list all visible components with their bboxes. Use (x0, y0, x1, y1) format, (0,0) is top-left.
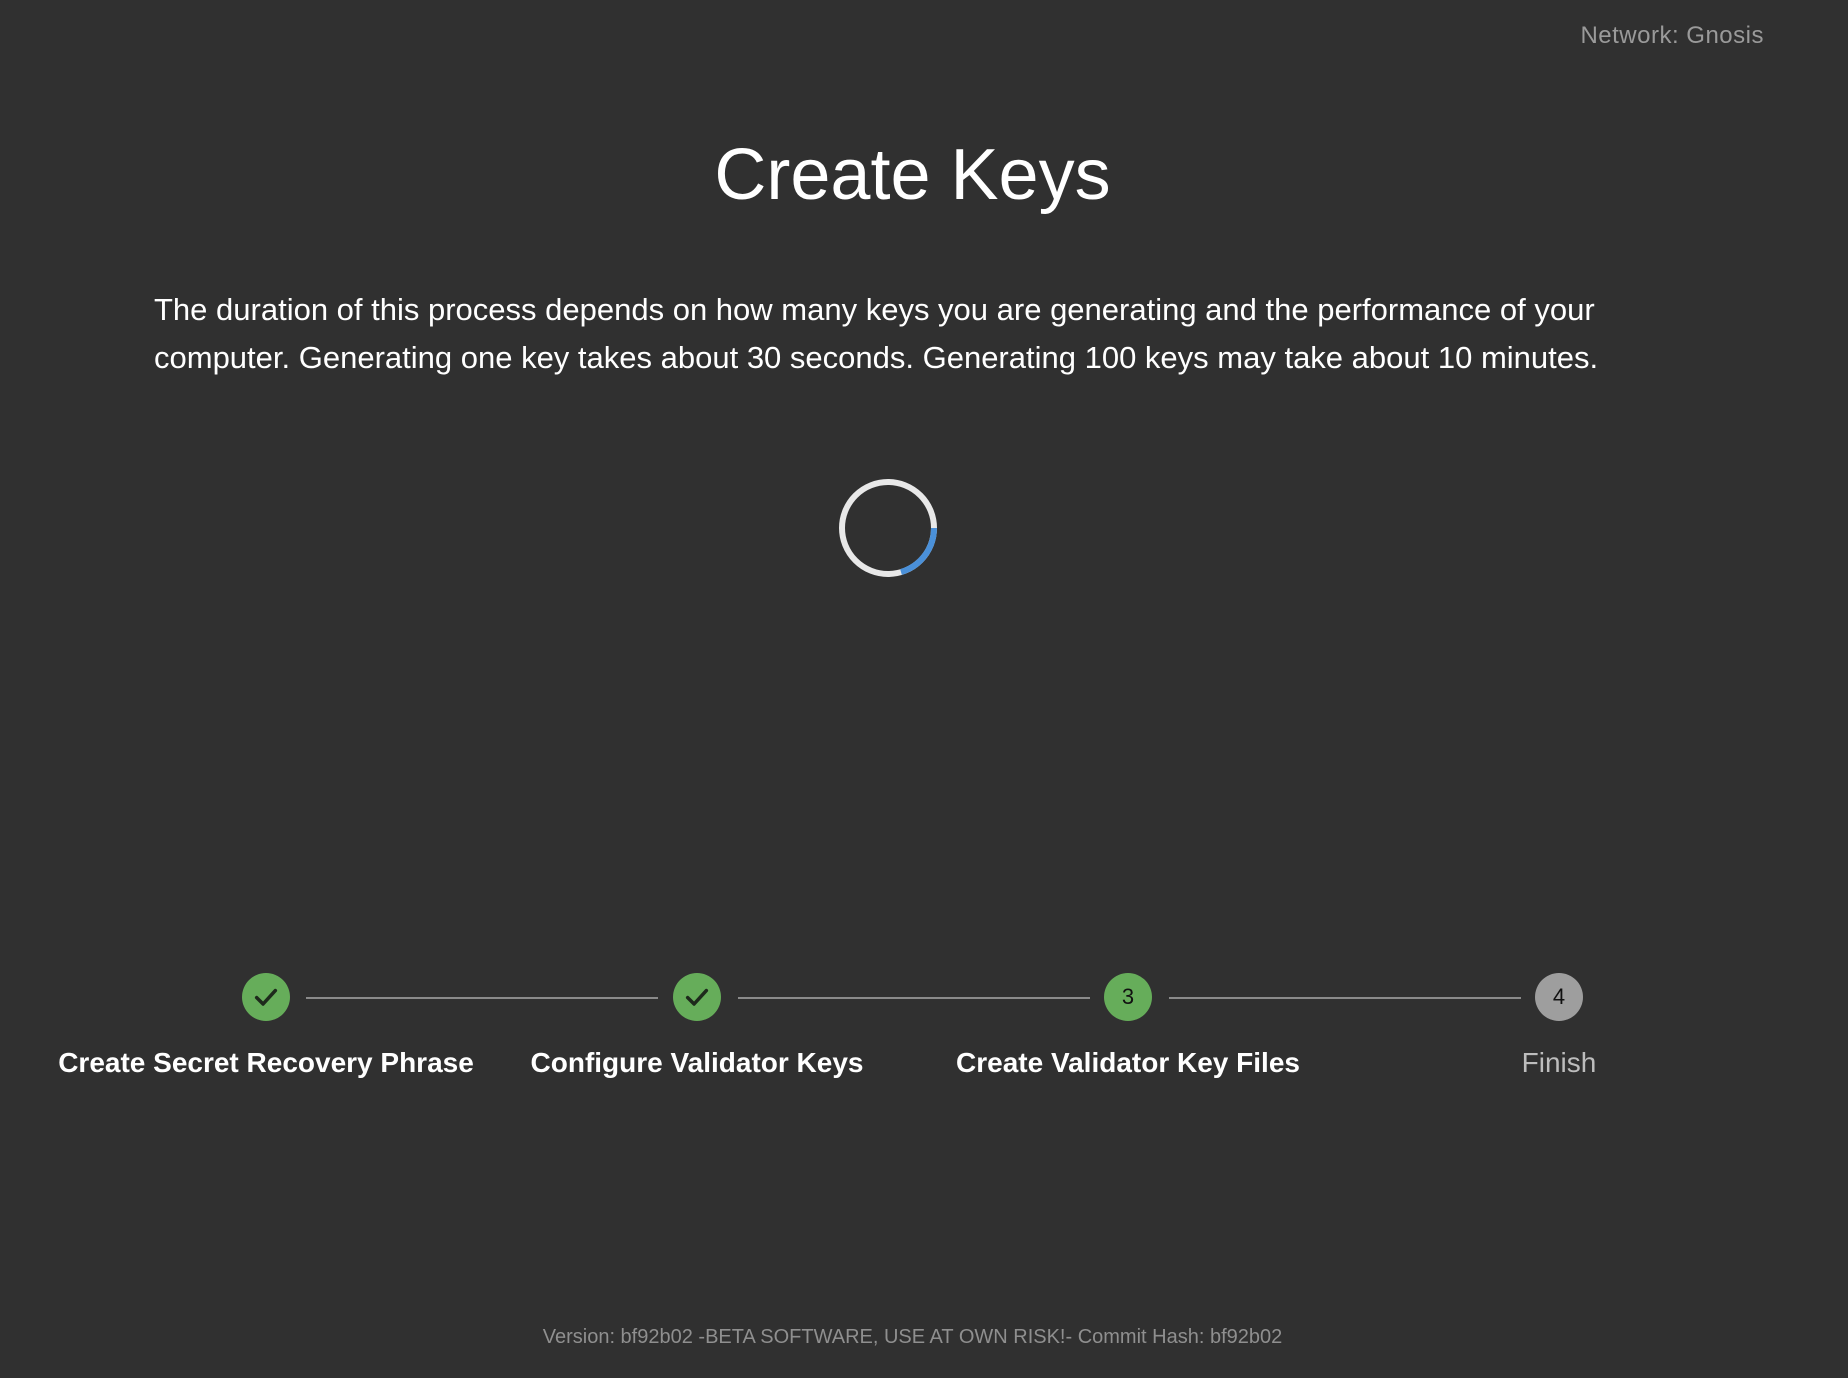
step-number-badge: 3 (1104, 973, 1152, 1021)
step-create-validator-key-files (898, 973, 1358, 1079)
step-completed-badge (673, 973, 721, 1021)
step-finish (1329, 973, 1789, 1079)
process-description: The duration of this process depends on how many keys you are generating and the performance of your computer. Generating one key takes about 30 seconds. Generating 100 keys may take about 10 minutes. (154, 292, 1599, 375)
check-icon (252, 983, 280, 1011)
step-label: Create Secret Recovery Phrase (58, 1047, 474, 1078)
progress-stepper (0, 973, 1848, 1093)
step-completed-badge (242, 973, 290, 1021)
loading-spinner-icon (838, 478, 938, 578)
step-configure-validator-keys (467, 973, 927, 1079)
version-footer: Version: bf92b02 -BETA SOFTWARE, USE AT OWN RISK!- Commit Hash: bf92b02 (542, 1326, 1283, 1348)
check-icon (683, 983, 711, 1011)
step-create-secret-recovery-phrase (36, 973, 496, 1079)
step-label: Create Validator Key Files (956, 1047, 1300, 1078)
page-title: Create Keys (714, 135, 1111, 215)
network-indicator: Network: Gnosis (1580, 22, 1764, 49)
step-label: Finish (1521, 1047, 1597, 1078)
step-label: Configure Validator Keys (530, 1047, 864, 1078)
step-number-badge: 4 (1535, 973, 1583, 1021)
